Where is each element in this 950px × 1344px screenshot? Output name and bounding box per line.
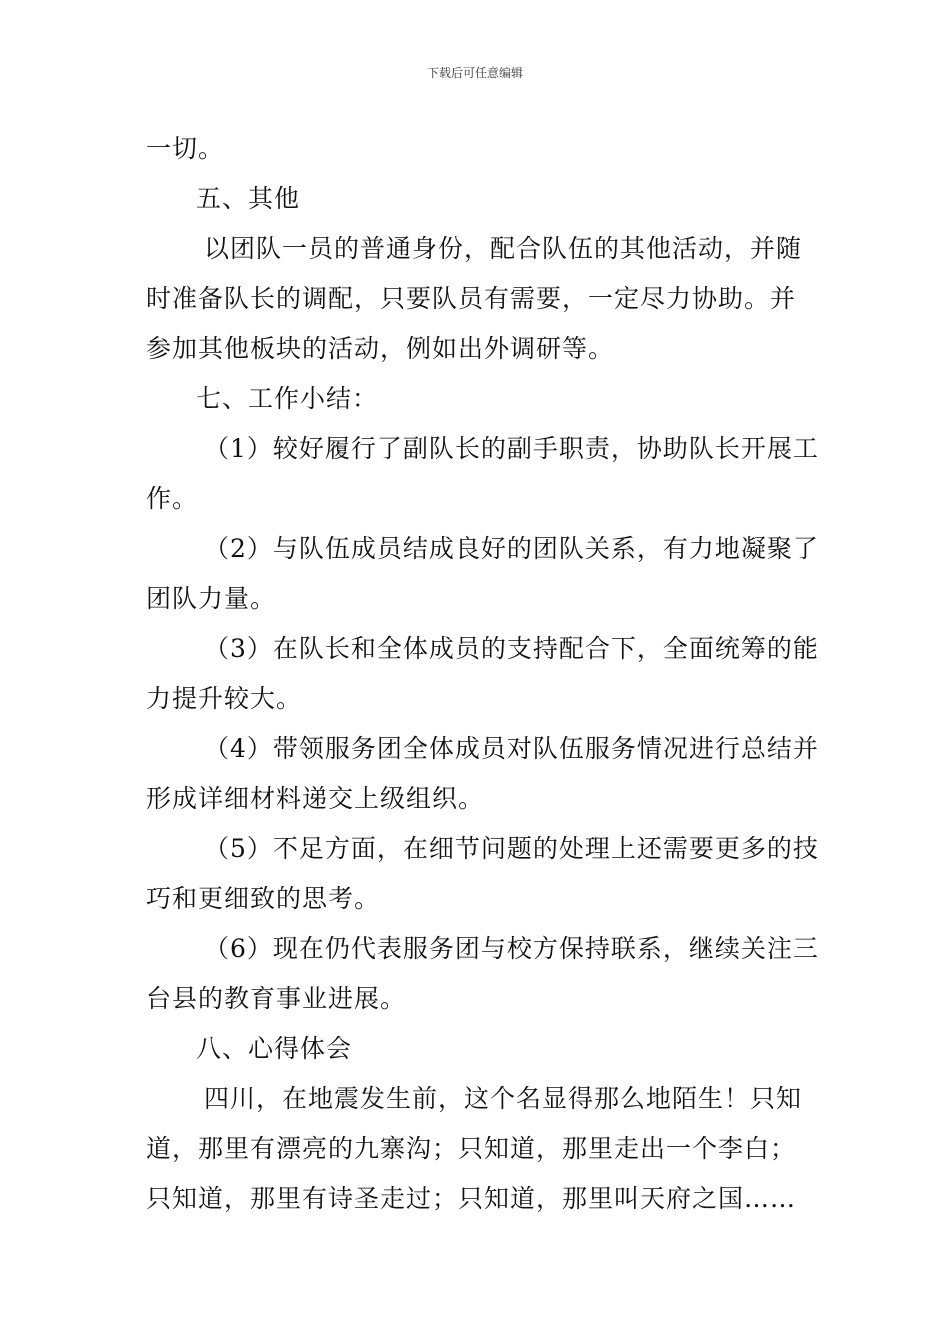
- text-line: 以团队一员的普通身份，配合队伍的其他活动，并随: [204, 234, 803, 263]
- text-line: 时准备队长的调配，只要队员有需要，一定尽力协助。并: [146, 284, 797, 313]
- text-line: （3）在队长和全体成员的支持配合下，全面统筹的能: [204, 634, 819, 663]
- text-line: 道，那里有漂亮的九寨沟；只知道，那里走出一个李白；: [146, 1134, 797, 1163]
- text-line: （6）现在仍代表服务团与校方保持联系，继续关注三: [204, 934, 819, 963]
- section-heading: 五、其他: [196, 184, 301, 213]
- text-line: （1）较好履行了副队长的副手职责，协助队长开展工: [204, 434, 819, 463]
- text-line: （4）带领服务团全体成员对队伍服务情况进行总结并: [204, 734, 819, 763]
- text-line: 只知道，那里有诗圣走过；只知道，那里叫天府之国……: [146, 1184, 797, 1213]
- text-line: 力提升较大。: [146, 684, 303, 713]
- text-line: （5）不足方面，在细节问题的处理上还需要更多的技: [204, 834, 819, 863]
- text-line: 团队力量。: [146, 584, 277, 613]
- page-header: 下载后可任意编辑: [426, 66, 523, 80]
- text-line: 作。: [146, 484, 199, 513]
- section-heading: 八、心得体会: [196, 1034, 353, 1063]
- text-line: 巧和更细致的思考。: [146, 884, 381, 913]
- text-line: （2）与队伍成员结成良好的团队关系，有力地凝聚了: [204, 534, 819, 563]
- text-line: 台县的教育事业进展。: [146, 984, 407, 1013]
- text-line: 一切。: [146, 134, 225, 163]
- text-line: 四川，在地震发生前，这个名显得那么地陌生！只知: [204, 1084, 803, 1113]
- text-line: 形成详细材料递交上级组织。: [146, 784, 485, 813]
- section-heading: 七、工作小结：: [196, 384, 379, 413]
- text-line: 参加其他板块的活动，例如出外调研等。: [146, 334, 615, 363]
